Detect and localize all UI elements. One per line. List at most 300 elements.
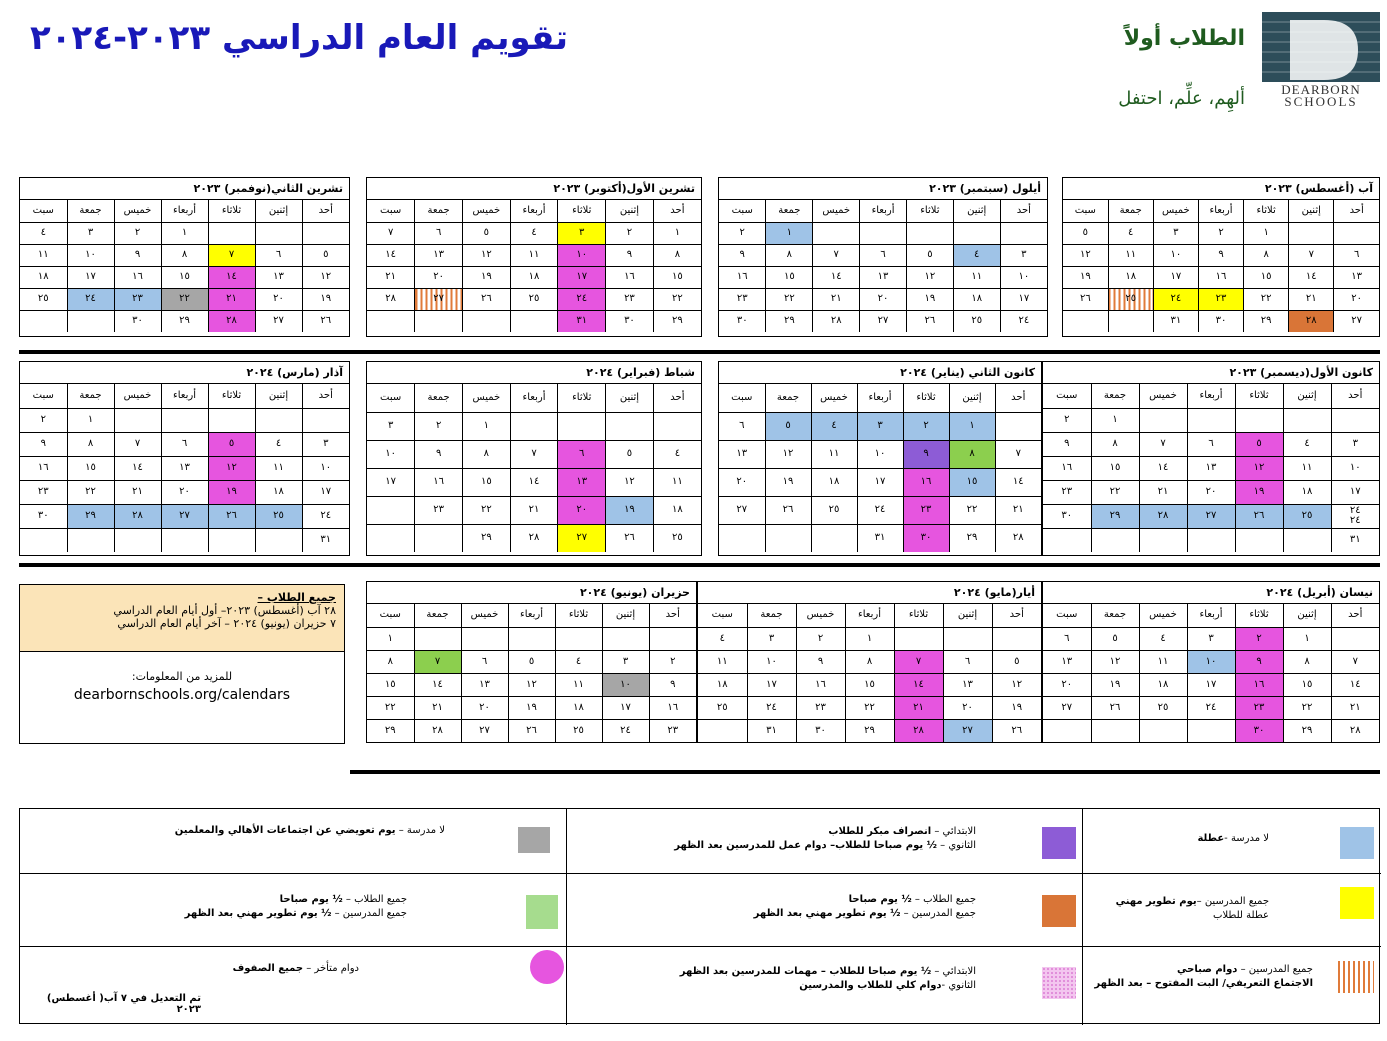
weekday-header: إثنين bbox=[953, 200, 1000, 222]
month-calendar bbox=[366, 177, 702, 337]
weekday-header: جمعة bbox=[1091, 604, 1139, 627]
day-cell: ١٦ bbox=[1043, 456, 1091, 480]
day-cell bbox=[558, 412, 606, 440]
day-cell: ٣ bbox=[1187, 627, 1235, 650]
day-cell: ٢٤ ٢٤ bbox=[1331, 504, 1379, 528]
day-cell: ٢ bbox=[1043, 408, 1091, 432]
day-cell: ٢٣ bbox=[903, 496, 949, 524]
day-cell: ١١ bbox=[1108, 244, 1153, 266]
day-cell: ١٦ bbox=[114, 266, 161, 288]
day-cell: ٥ bbox=[1235, 432, 1283, 456]
day-cell: ١٨ bbox=[811, 468, 857, 496]
day-cell: ٦ bbox=[1043, 627, 1091, 650]
day-cell: ٤ bbox=[811, 412, 857, 440]
day-cell: ٢٤ bbox=[602, 719, 649, 742]
day-cell bbox=[1043, 528, 1091, 552]
day-cell: ٢٦ bbox=[765, 496, 811, 524]
day-cell: ٢٦ bbox=[208, 504, 255, 528]
weekday-header: إثنين bbox=[949, 384, 995, 412]
weekday-header: خميس bbox=[114, 200, 161, 222]
day-cell: ٢٥ bbox=[653, 524, 701, 552]
day-cell: ٨ bbox=[1244, 244, 1289, 266]
day-cell bbox=[161, 528, 208, 552]
day-cell: ٣٠ bbox=[1198, 310, 1243, 332]
weekday-header: أحد bbox=[649, 604, 696, 627]
day-cell: ٣١ bbox=[1153, 310, 1198, 332]
day-cell: ١١ bbox=[1139, 650, 1187, 673]
day-cell: ٢٦ bbox=[508, 719, 555, 742]
month-title: كانون الأول(ديسمبر) ٢٠٢٣ bbox=[1043, 362, 1379, 384]
day-cell: ٣ bbox=[602, 650, 649, 673]
day-cell: ١٨ bbox=[510, 266, 558, 288]
weekday-header: سبت bbox=[367, 384, 415, 412]
day-cell: ٢١ bbox=[894, 696, 943, 719]
day-cell: ٣٠ bbox=[20, 504, 67, 528]
day-cell: ١٨ bbox=[1108, 266, 1153, 288]
day-cell bbox=[602, 627, 649, 650]
weekday-header: جمعة bbox=[67, 200, 114, 222]
day-cell bbox=[67, 310, 114, 332]
legend-swatch-blue bbox=[1340, 827, 1374, 859]
day-cell: ١ bbox=[1091, 408, 1139, 432]
day-cell: ١١ bbox=[1283, 456, 1331, 480]
legend-pd-day: جميع المدرسين –يوم تطوير مهني عطلة للطلاب bbox=[1115, 896, 1269, 921]
separator-1 bbox=[19, 350, 1380, 354]
day-cell: ١٧ bbox=[747, 673, 796, 696]
day-cell bbox=[367, 310, 415, 332]
day-cell: ٢٥ bbox=[255, 504, 302, 528]
day-cell: ١٧ bbox=[1153, 266, 1198, 288]
weekday-header: إثنين bbox=[255, 200, 302, 222]
day-cell: ٣ bbox=[1000, 244, 1047, 266]
day-cell bbox=[1063, 310, 1108, 332]
day-cell: ٨ bbox=[1283, 650, 1331, 673]
day-cell: ٢١ bbox=[1139, 480, 1187, 504]
day-cell: ١١ bbox=[953, 266, 1000, 288]
weekday-header: أحد bbox=[995, 384, 1041, 412]
day-cell: ١٩ bbox=[208, 480, 255, 504]
weekday-header: خميس bbox=[462, 200, 510, 222]
day-cell: ٢٤ bbox=[1153, 288, 1198, 310]
weekday-header: خميس bbox=[813, 200, 860, 222]
day-cell: ١٤ bbox=[813, 266, 860, 288]
weekday-header: ثلاثاء bbox=[1244, 200, 1289, 222]
day-cell bbox=[1139, 528, 1187, 552]
day-cell: ٢٨ bbox=[1331, 719, 1379, 742]
weekday-header: خميس bbox=[462, 384, 510, 412]
month-calendar bbox=[366, 581, 697, 743]
day-cell: ٢ bbox=[606, 222, 654, 244]
day-cell: ٣١ bbox=[1331, 528, 1379, 552]
day-cell bbox=[606, 412, 654, 440]
day-cell: ١٩ bbox=[906, 288, 953, 310]
legend bbox=[19, 808, 1380, 1024]
day-cell: ٤ bbox=[255, 432, 302, 456]
weekday-header: إثنين bbox=[606, 200, 654, 222]
day-cell: ١٧ bbox=[1000, 288, 1047, 310]
legend-swatch-purple bbox=[1042, 827, 1076, 859]
legend-swatch-grey bbox=[518, 827, 550, 853]
weekday-header: سبت bbox=[367, 200, 415, 222]
day-cell: ١٣ bbox=[558, 468, 606, 496]
day-cell: ١ bbox=[766, 222, 813, 244]
day-cell: ٢٧ bbox=[1043, 696, 1091, 719]
day-cell: ٢٨ bbox=[208, 310, 255, 332]
day-cell: ١٠ bbox=[1153, 244, 1198, 266]
day-cell: ١٢ bbox=[906, 266, 953, 288]
day-cell bbox=[114, 528, 161, 552]
day-cell: ٢٥ bbox=[698, 696, 747, 719]
day-cell: ١٣ bbox=[161, 456, 208, 480]
day-cell: ٨ bbox=[949, 440, 995, 468]
day-cell: ٢٨ bbox=[367, 288, 415, 310]
weekday-header: أربعاء bbox=[508, 604, 555, 627]
day-cell: ٩ bbox=[719, 244, 766, 266]
weekday-header: خميس bbox=[1139, 384, 1187, 408]
month-calendar bbox=[19, 361, 350, 556]
legend-swatch-green bbox=[526, 895, 558, 929]
day-cell: ١٢ bbox=[606, 468, 654, 496]
day-cell: ١٧ bbox=[67, 266, 114, 288]
day-cell: ٣ bbox=[857, 412, 903, 440]
day-cell bbox=[719, 524, 765, 552]
weekday-header: ثلاثاء bbox=[555, 604, 602, 627]
day-cell: ٩ bbox=[1198, 244, 1243, 266]
day-cell: ٩ bbox=[606, 244, 654, 266]
day-cell: ١٤ bbox=[208, 266, 255, 288]
day-cell: ٤ bbox=[555, 650, 602, 673]
day-cell: ١٧ bbox=[558, 266, 606, 288]
day-cell: ٢٦ bbox=[992, 719, 1041, 742]
day-cell bbox=[1283, 408, 1331, 432]
legend-half-day-all: جميع الطلاب – ½ يوم صباحا جميع المدرسين – ½ يوم تطوير مهني بعد الظهر bbox=[184, 894, 407, 919]
day-cell: ١٦ bbox=[1235, 673, 1283, 696]
weekday-header: خميس bbox=[1153, 200, 1198, 222]
day-cell: ٢ bbox=[1198, 222, 1243, 244]
month-title: أيلول (سبتمبر) ٢٠٢٣ bbox=[719, 178, 1047, 200]
day-cell: ١ bbox=[67, 408, 114, 432]
weekday-header: جمعة bbox=[415, 200, 463, 222]
day-cell: ٢٢ bbox=[462, 496, 510, 524]
day-cell: ٣ bbox=[1153, 222, 1198, 244]
day-cell: ١٨ bbox=[698, 673, 747, 696]
day-cell: ١٢ bbox=[992, 673, 1041, 696]
day-cell: ٢٠ bbox=[161, 480, 208, 504]
day-cell: ٢٥ bbox=[811, 496, 857, 524]
weekday-header: جمعة bbox=[766, 200, 813, 222]
day-cell: ١٩ bbox=[1063, 266, 1108, 288]
day-cell: ٢٣ bbox=[114, 288, 161, 310]
day-cell: ١ bbox=[1283, 627, 1331, 650]
day-cell bbox=[992, 627, 1041, 650]
day-cell: ١٩ bbox=[462, 266, 510, 288]
weekday-header: أحد bbox=[302, 384, 349, 408]
weekday-header: جمعة bbox=[414, 604, 461, 627]
day-cell: ١٧ bbox=[1331, 480, 1379, 504]
legend-half-day-pd: جميع الطلاب – ½ يوم صباحا جميع المدرسين – ½ يوم تطوير مهني بعد الظهر bbox=[753, 894, 976, 919]
day-cell: ١٨ bbox=[953, 288, 1000, 310]
day-cell: ١٢ bbox=[462, 244, 510, 266]
day-cell: ٢ bbox=[903, 412, 949, 440]
day-cell: ١ bbox=[1244, 222, 1289, 244]
day-cell bbox=[461, 627, 508, 650]
svg-text:SCHOOLS: SCHOOLS bbox=[1284, 94, 1358, 108]
month-title: نيسان (أبريل) ٢٠٢٤ bbox=[1043, 582, 1379, 604]
day-cell: ١٣ bbox=[1334, 266, 1379, 288]
day-cell: ١٠ bbox=[1331, 456, 1379, 480]
day-cell: ٢٤ bbox=[857, 496, 903, 524]
day-cell bbox=[1187, 528, 1235, 552]
day-cell bbox=[1331, 627, 1379, 650]
day-cell bbox=[860, 222, 907, 244]
legend-late-start: دوام متأخر – جميع الصفوف bbox=[232, 963, 359, 974]
day-cell: ١٨ bbox=[555, 696, 602, 719]
day-cell: ١٦ bbox=[719, 266, 766, 288]
day-cell: ٩ bbox=[20, 432, 67, 456]
day-cell bbox=[510, 412, 558, 440]
day-cell: ٩ bbox=[903, 440, 949, 468]
day-cell: ٢٨ bbox=[114, 504, 161, 528]
month-calendar bbox=[718, 361, 1042, 556]
day-cell: ١٥ bbox=[1244, 266, 1289, 288]
day-cell: ١١ bbox=[20, 244, 67, 266]
day-cell: ٥ bbox=[462, 222, 510, 244]
day-cell: ١٧ bbox=[602, 696, 649, 719]
day-cell: ١٥ bbox=[462, 468, 510, 496]
day-cell: ٧ bbox=[414, 650, 461, 673]
day-cell: ١١ bbox=[255, 456, 302, 480]
day-cell bbox=[811, 524, 857, 552]
day-cell: ١١ bbox=[510, 244, 558, 266]
day-cell: ٣ bbox=[747, 627, 796, 650]
day-cell: ١٢ bbox=[765, 440, 811, 468]
day-cell: ١٢ bbox=[302, 266, 349, 288]
weekday-header: ثلاثاء bbox=[558, 384, 606, 412]
day-cell: ٢٠ bbox=[1187, 480, 1235, 504]
day-cell: ٢٢ bbox=[845, 696, 894, 719]
calendar-url-link[interactable]: dearbornschools.org/calendars bbox=[73, 687, 291, 703]
day-cell: ٣ bbox=[302, 432, 349, 456]
weekday-header: ثلاثاء bbox=[894, 604, 943, 627]
day-cell: ١٣ bbox=[719, 440, 765, 468]
day-cell: ٣١ bbox=[747, 719, 796, 742]
day-cell: ٤ bbox=[653, 440, 701, 468]
weekday-header: إثنين bbox=[1283, 384, 1331, 408]
day-cell: ١٩ bbox=[1091, 673, 1139, 696]
day-cell: ٤ bbox=[1139, 627, 1187, 650]
day-cell: ١١ bbox=[555, 673, 602, 696]
day-cell: ٩ bbox=[796, 650, 845, 673]
weekday-header: أربعاء bbox=[161, 384, 208, 408]
separator-2 bbox=[19, 563, 1380, 567]
info-box bbox=[19, 584, 345, 744]
day-cell bbox=[1108, 310, 1153, 332]
month-calendar bbox=[697, 581, 1042, 743]
day-cell: ٢٩ bbox=[67, 504, 114, 528]
month-title: شباط (فبراير) ٢٠٢٤ bbox=[367, 362, 701, 384]
weekday-header: إثنين bbox=[1283, 604, 1331, 627]
day-cell: ١٦ bbox=[415, 468, 463, 496]
day-cell: ١٥ bbox=[1091, 456, 1139, 480]
day-cell bbox=[1091, 719, 1139, 742]
day-cell bbox=[67, 528, 114, 552]
first-day-line: ٢٨ آب (أغسطس) ٢٠٢٣– أول أيام العام الدراسي bbox=[113, 604, 336, 617]
svg-text:DEARBORN: DEARBORN bbox=[1281, 82, 1361, 97]
day-cell: ١٤ bbox=[1139, 456, 1187, 480]
day-cell: ١٧ bbox=[367, 468, 415, 496]
weekday-header: ثلاثاء bbox=[1235, 384, 1283, 408]
day-cell: ١٩ bbox=[508, 696, 555, 719]
day-cell: ٨ bbox=[367, 650, 414, 673]
day-cell: ٢٤ bbox=[1000, 310, 1047, 332]
day-cell: ٢٨ bbox=[414, 719, 461, 742]
day-cell: ١٨ bbox=[1139, 673, 1187, 696]
day-cell: ٦ bbox=[1334, 244, 1379, 266]
weekday-header: أحد bbox=[1000, 200, 1047, 222]
day-cell bbox=[208, 408, 255, 432]
day-cell: ٨ bbox=[766, 244, 813, 266]
day-cell: ٢٧ bbox=[860, 310, 907, 332]
day-cell: ٢١ bbox=[208, 288, 255, 310]
day-cell: ١٥ bbox=[367, 673, 414, 696]
weekday-header: أحد bbox=[1331, 384, 1379, 408]
day-cell: ٢٧ bbox=[1187, 504, 1235, 528]
day-cell: ٢ bbox=[796, 627, 845, 650]
day-cell: ٢١ bbox=[1331, 696, 1379, 719]
day-cell: ٥ bbox=[906, 244, 953, 266]
day-cell: ٢٣ bbox=[1043, 480, 1091, 504]
day-cell: ١٩ bbox=[765, 468, 811, 496]
day-cell bbox=[415, 310, 463, 332]
day-cell: ٢٣ bbox=[649, 719, 696, 742]
weekday-header: إثنين bbox=[1289, 200, 1334, 222]
day-cell: ٢٢ bbox=[161, 288, 208, 310]
day-cell: ١٣ bbox=[860, 266, 907, 288]
separator-3 bbox=[350, 770, 1380, 774]
weekday-header: أربعاء bbox=[857, 384, 903, 412]
day-cell: ٣١ bbox=[558, 310, 606, 332]
weekday-header: سبت bbox=[20, 384, 67, 408]
day-cell: ١ bbox=[653, 222, 701, 244]
weekday-header: خميس bbox=[114, 384, 161, 408]
day-cell bbox=[302, 222, 349, 244]
weekday-header: أحد bbox=[992, 604, 1041, 627]
day-cell: ٢٢ bbox=[653, 288, 701, 310]
day-cell: ٢٥ bbox=[510, 288, 558, 310]
day-cell: ١ bbox=[161, 222, 208, 244]
day-cell: ١٣ bbox=[1043, 650, 1091, 673]
weekday-header: سبت bbox=[719, 200, 766, 222]
school-year-dates bbox=[20, 585, 344, 652]
day-cell: ٢٥ bbox=[953, 310, 1000, 332]
day-cell bbox=[20, 310, 67, 332]
day-cell: ٢٢ bbox=[1244, 288, 1289, 310]
day-cell: ١٠ bbox=[857, 440, 903, 468]
day-cell: ٧ bbox=[510, 440, 558, 468]
day-cell bbox=[1283, 528, 1331, 552]
day-cell: ٦ bbox=[558, 440, 606, 468]
day-cell: ٧ bbox=[114, 432, 161, 456]
day-cell: ١٢ bbox=[1235, 456, 1283, 480]
day-cell: ١٠ bbox=[1000, 266, 1047, 288]
legend-swatch-yellow bbox=[1340, 887, 1374, 919]
day-cell: ٢٠ bbox=[1334, 288, 1379, 310]
day-cell: ٤ bbox=[1283, 432, 1331, 456]
day-cell: ٢٠ bbox=[1043, 673, 1091, 696]
day-cell: ٥ bbox=[606, 440, 654, 468]
day-cell bbox=[414, 627, 461, 650]
day-cell bbox=[555, 627, 602, 650]
day-cell: ٢٧ bbox=[558, 524, 606, 552]
day-cell bbox=[649, 627, 696, 650]
day-cell bbox=[161, 408, 208, 432]
day-cell: ٨ bbox=[653, 244, 701, 266]
day-cell: ٣٠ bbox=[606, 310, 654, 332]
day-cell: ١١ bbox=[698, 650, 747, 673]
weekday-header: أحد bbox=[653, 200, 701, 222]
day-cell bbox=[1289, 222, 1334, 244]
weekday-header: أربعاء bbox=[860, 200, 907, 222]
day-cell: ٧ bbox=[1331, 650, 1379, 673]
day-cell: ٩ bbox=[415, 440, 463, 468]
day-cell: ٢٧ bbox=[415, 288, 463, 310]
day-cell bbox=[462, 310, 510, 332]
month-calendar bbox=[366, 361, 702, 556]
day-cell: ٢٩ bbox=[367, 719, 414, 742]
day-cell: ٢٠ bbox=[461, 696, 508, 719]
day-cell: ٢٩ bbox=[462, 524, 510, 552]
day-cell: ١٦ bbox=[903, 468, 949, 496]
weekday-header: سبت bbox=[367, 604, 414, 627]
day-cell bbox=[953, 222, 1000, 244]
day-cell: ١١ bbox=[811, 440, 857, 468]
weekday-header: سبت bbox=[719, 384, 765, 412]
day-cell: ١٣ bbox=[1187, 456, 1235, 480]
weekday-header: ثلاثاء bbox=[558, 200, 606, 222]
day-cell bbox=[20, 528, 67, 552]
weekday-header: سبت bbox=[20, 200, 67, 222]
month-calendar bbox=[19, 177, 350, 337]
day-cell: ٢٩ bbox=[845, 719, 894, 742]
day-cell: ١٧ bbox=[1187, 673, 1235, 696]
day-cell: ١٤ bbox=[995, 468, 1041, 496]
weekday-header: أحد bbox=[302, 200, 349, 222]
day-cell: ٩ bbox=[114, 244, 161, 266]
day-cell: ٢٣ bbox=[20, 480, 67, 504]
day-cell: ٧ bbox=[813, 244, 860, 266]
day-cell: ٢٦ bbox=[1235, 504, 1283, 528]
day-cell: ٢٨ bbox=[1139, 504, 1187, 528]
legend-no-school: لا مدرسة -عطلة bbox=[1197, 833, 1269, 844]
day-cell: ٨ bbox=[845, 650, 894, 673]
day-cell: ١ bbox=[462, 412, 510, 440]
day-cell: ٢٩ bbox=[653, 310, 701, 332]
day-cell: ٢٢ bbox=[367, 696, 414, 719]
day-cell: ١٣ bbox=[415, 244, 463, 266]
day-cell: ٢٨ bbox=[1289, 310, 1334, 332]
day-cell: ١٠ bbox=[602, 673, 649, 696]
legend-morning-open-house: جميع المدرسين – دوام صباحي الاجتماع التعريفي/ البت المفتوح – بعد الظهر bbox=[1094, 964, 1313, 989]
day-cell: ٥ bbox=[992, 650, 1041, 673]
day-cell: ٢٥ bbox=[1139, 696, 1187, 719]
weekday-header: أربعاء bbox=[845, 604, 894, 627]
day-cell: ١٦ bbox=[649, 696, 696, 719]
day-cell: ١٧ bbox=[857, 468, 903, 496]
day-cell: ٢٨ bbox=[510, 524, 558, 552]
day-cell: ٢ bbox=[114, 222, 161, 244]
month-title: تشرين الأول(أكتوبر) ٢٠٢٣ bbox=[367, 178, 701, 200]
day-cell bbox=[765, 524, 811, 552]
